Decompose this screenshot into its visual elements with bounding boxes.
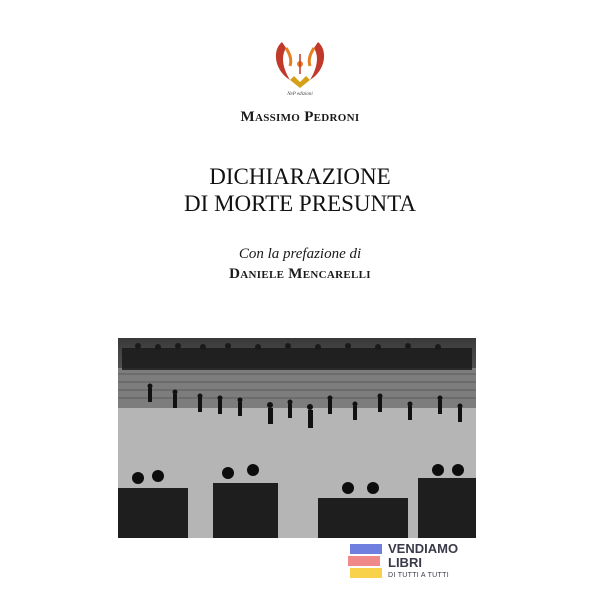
badge-line-1: VENDIAMO [388, 541, 459, 556]
preface-author: Daniele Mencarelli [229, 266, 371, 282]
book-title [0, 163, 600, 217]
publisher-logo-icon [268, 36, 332, 96]
cover-photo [118, 338, 476, 538]
author-name: Massimo Pedroni [240, 109, 360, 125]
badge-line-2: LIBRI [388, 555, 422, 570]
title-line-2: DI MORTE PRESUNTA [184, 191, 416, 216]
vendiamo-libri-badge [346, 540, 476, 588]
crowd-photo-icon [118, 338, 476, 538]
publisher-name: NeP edizioni [287, 92, 313, 97]
stacked-books-icon [346, 540, 384, 582]
title-line-1: DICHIARAZIONE [209, 164, 391, 189]
publisher-logo [268, 36, 332, 96]
preface-intro: Con la prefazione di [238, 246, 362, 262]
badge-line-3: DI TUTTI A TUTTI [388, 572, 449, 579]
